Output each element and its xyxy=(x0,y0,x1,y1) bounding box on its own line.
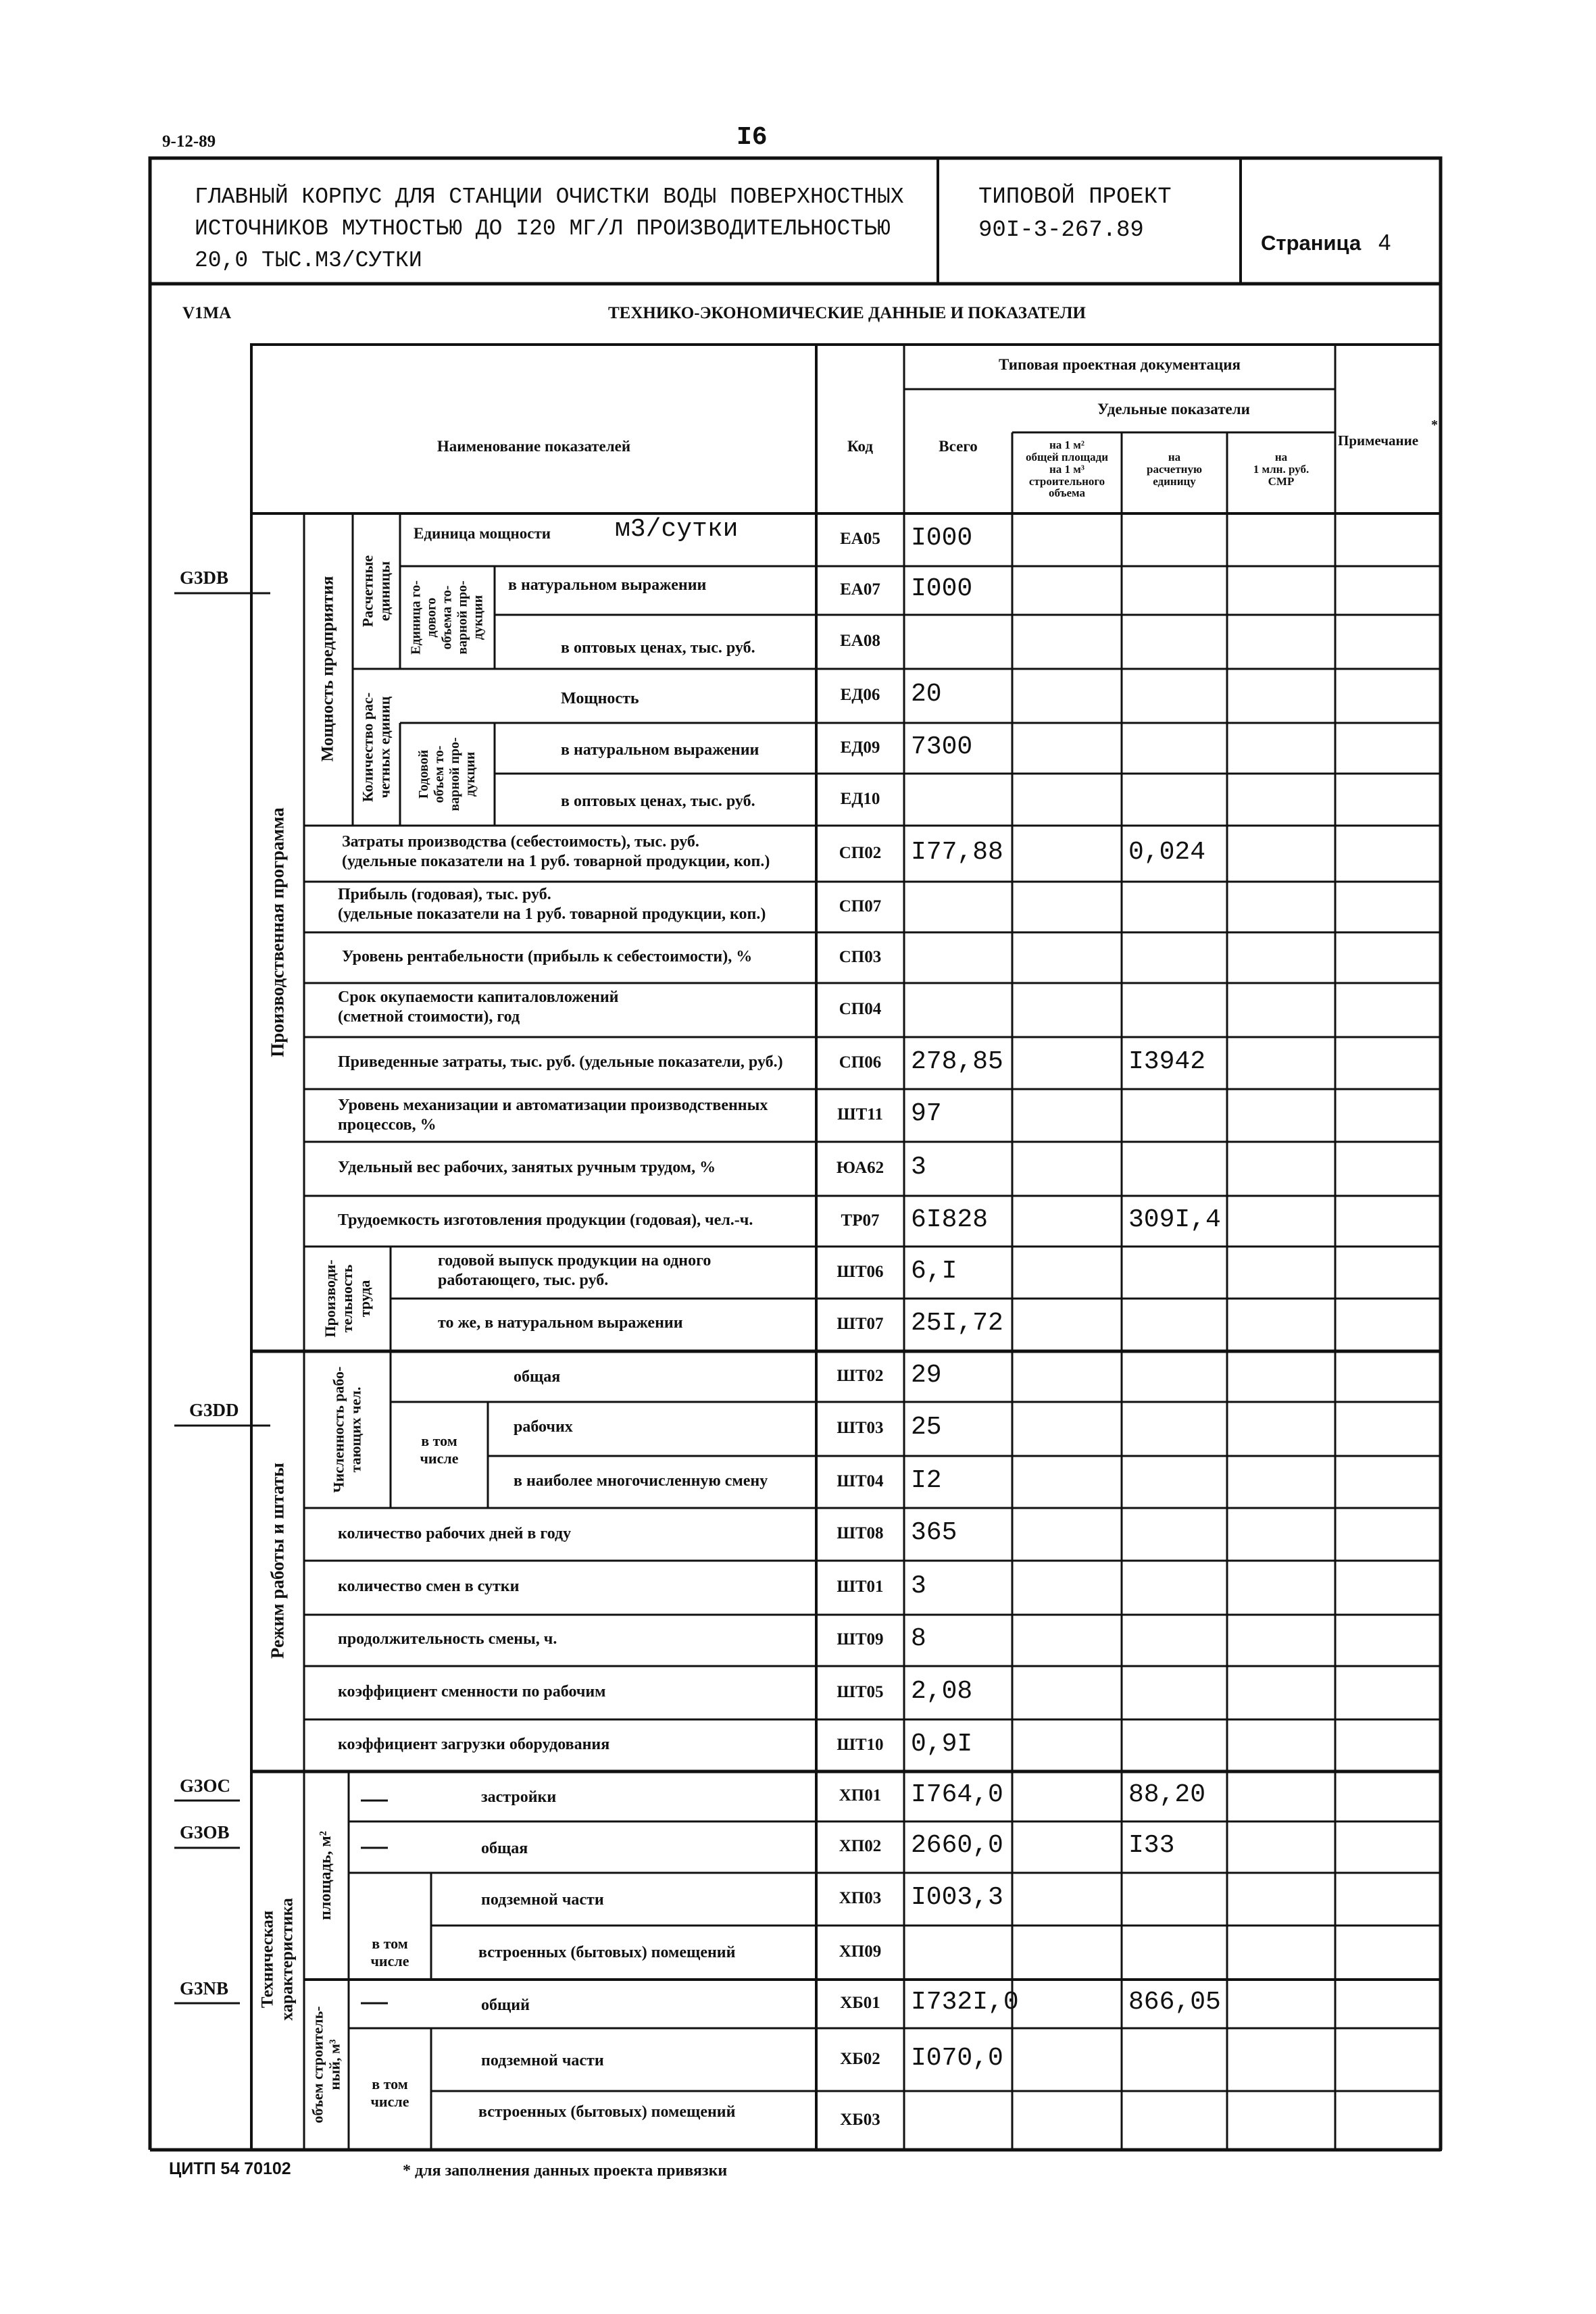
row-code-25: ХП02 xyxy=(839,1837,882,1855)
column-header-per-unit: на расчетную единицу xyxy=(1147,451,1202,488)
row-code-19: ШТ08 xyxy=(837,1524,884,1542)
section-code: V1MA xyxy=(182,304,232,322)
row-total-29: I070,0 xyxy=(911,2043,1003,2073)
row-code-10: СП06 xyxy=(839,1053,882,1072)
vlabel-workforce: Численность рабо- тающих чел. xyxy=(330,1366,364,1493)
vlabel-production-program: Производственная программа xyxy=(267,807,288,1057)
vlabel-product-unit: Единица го- дового объема то- варной про- дукции xyxy=(408,580,486,655)
vlabel-productivity: Производи- тельность труда xyxy=(322,1259,373,1338)
row-per-unit-10: I3942 xyxy=(1128,1047,1206,1076)
vlabel-annual-volume: Годовой объем то- варной про- дукции xyxy=(416,737,478,811)
column-header-note: Примечание xyxy=(1338,432,1419,449)
row-total-26: I003,3 xyxy=(911,1883,1003,1912)
row-label-sp07: Прибыль (годовая), тыс. руб. (удельные показатели на 1 руб. товарной продукции, коп.) xyxy=(338,886,766,923)
sheet-label: Страница xyxy=(1261,231,1362,255)
row-code-12: ЮА62 xyxy=(836,1159,884,1177)
row-label-hb01: общий xyxy=(481,1996,530,2014)
row-label-ea05: Единица мощности xyxy=(414,525,551,542)
row-label-sp03: Уровень рентабельности (прибыль к себестоимости), % xyxy=(342,948,753,965)
row-total-28: I732I,0 xyxy=(911,1988,1019,2017)
title-line-3: 20,0 ТЫС.М3/СУТКИ xyxy=(195,248,422,273)
row-code-29: ХБ02 xyxy=(840,2049,880,2068)
row-per-unit-6: 0,024 xyxy=(1128,837,1206,867)
row-total-4: 7300 xyxy=(911,732,973,761)
group-marker-g3oc: G3OC xyxy=(180,1776,231,1796)
page-number: I6 xyxy=(737,123,768,152)
row-label-sp06: Приведенные затраты, тыс. руб. (удельные показатели, руб.) xyxy=(338,1053,783,1071)
row-label-sht11: Уровень механизации и автоматизации производственных процессов, % xyxy=(338,1097,768,1134)
row-code-15: ШТ07 xyxy=(837,1315,884,1333)
row-code-24: ХП01 xyxy=(839,1786,882,1805)
row-code-5: ЕД10 xyxy=(840,789,880,808)
row-code-2: ЕА08 xyxy=(840,632,880,650)
row-label-sht02: общая xyxy=(514,1368,561,1386)
row-total-23: 0,9I xyxy=(911,1729,973,1759)
group-marker-g3dd: G3DD xyxy=(189,1400,239,1420)
row-label-hp09: встроенных (бытовых) помещений xyxy=(478,1944,736,1961)
row-code-8: СП03 xyxy=(839,947,882,966)
row-label-sp04: Срок окупаемости капиталовложений (сметной стоимости), год xyxy=(338,988,619,1026)
row-total-16: 29 xyxy=(911,1360,942,1390)
row-unit-ea05: м3/сутки xyxy=(615,515,739,544)
row-code-3: ЕД06 xyxy=(840,686,880,704)
row-code-26: ХП03 xyxy=(839,1889,882,1907)
row-label-hp02: общая xyxy=(481,1840,528,1857)
row-code-1: ЕА07 xyxy=(840,580,880,599)
row-code-0: ЕА05 xyxy=(840,530,880,548)
vlabel-calc-units: Расчетные единицы xyxy=(359,555,393,628)
row-total-17: 25 xyxy=(911,1413,942,1442)
title-line-2: ИСТОЧНИКОВ МУТНОСТЬЮ ДО I20 МГ/Л ПРОИЗВОДИТЕЛЬНОСТЬЮ xyxy=(195,216,891,241)
row-code-14: ШТ06 xyxy=(837,1262,884,1281)
row-code-18: ШТ04 xyxy=(837,1472,884,1490)
note-asterisk: * xyxy=(1431,418,1438,432)
row-total-19: 365 xyxy=(911,1518,957,1547)
group-marker-g3ob: G3OB xyxy=(180,1822,230,1842)
row-label-sht05: коэффициент сменности по рабочим xyxy=(338,1683,606,1701)
row-total-18: I2 xyxy=(911,1465,942,1495)
row-label-sht08: количество рабочих дней в году xyxy=(338,1525,572,1542)
vlabel-volume: объем строитель- ный, м³ xyxy=(309,2006,343,2123)
row-per-unit-13: 309I,4 xyxy=(1128,1205,1221,1234)
vlabel-count-units: Количество рас- четных единиц xyxy=(359,692,393,803)
vlabel-tech-char: Техническая характеристика xyxy=(258,1898,296,2021)
row-total-12: 3 xyxy=(911,1153,926,1182)
column-header-per-mln: на 1 млн. руб. СМР xyxy=(1253,451,1310,488)
project-number: 90I-3-267.89 xyxy=(978,218,1144,243)
row-total-11: 97 xyxy=(911,1099,942,1128)
row-per-unit-28: 866,05 xyxy=(1128,1988,1221,2017)
section-title: ТЕХНИКО-ЭКОНОМИЧЕСКИЕ ДАННЫЕ И ПОКАЗАТЕЛИ xyxy=(608,304,1086,322)
column-header-code: Код xyxy=(847,438,873,455)
row-code-23: ШТ10 xyxy=(837,1735,884,1754)
row-code-28: ХБ01 xyxy=(840,1994,880,2012)
row-total-20: 3 xyxy=(911,1571,926,1601)
column-header-name: Наименование показателей xyxy=(437,438,631,455)
row-code-9: СП04 xyxy=(839,1000,882,1018)
sheet-number: 4 xyxy=(1378,230,1391,255)
row-label-ea07: в натуральном выражении xyxy=(508,576,707,594)
footer-stamp: ЦИТП 54 70102 xyxy=(169,2159,291,2178)
row-label-sht06: годовой выпуск продукции на одного работающего, тыс. руб. xyxy=(438,1252,712,1289)
row-label-hb02: подземной части xyxy=(481,2052,604,2069)
document-title xyxy=(195,181,904,276)
row-total-21: 8 xyxy=(911,1624,926,1653)
column-header-total: Всего xyxy=(939,438,978,455)
row-label-tr07: Трудоемкость изготовления продукции (годовая), чел.-ч. xyxy=(338,1211,753,1229)
row-label-sht03: рабочих xyxy=(514,1418,573,1436)
row-label-sht01: количество смен в сутки xyxy=(338,1578,520,1595)
row-total-25: 2660,0 xyxy=(911,1831,1003,1860)
vlabel-work-mode: Режим работы и штаты xyxy=(267,1462,288,1659)
vlabel-capacity: Мощность предприятия xyxy=(318,576,337,762)
row-code-22: ШТ05 xyxy=(837,1682,884,1701)
row-label-sp02: Затраты производства (себестоимость), тыс. руб. (удельные показатели на 1 руб. товарной продукции, коп.) xyxy=(342,833,770,870)
row-code-30: ХБ03 xyxy=(840,2110,880,2129)
row-code-16: ШТ02 xyxy=(837,1366,884,1385)
row-label-sht10: коэффициент загрузки оборудования xyxy=(338,1736,610,1753)
row-label-hp03: подземной части xyxy=(481,1891,604,1909)
row-per-unit-25: I33 xyxy=(1128,1831,1175,1860)
column-header-per-m2: на 1 м² общей площади на 1 м³ строительного объема xyxy=(1025,438,1109,500)
row-total-13: 6I828 xyxy=(911,1205,989,1234)
sublabel-including-workforce: в том числе xyxy=(420,1432,459,1467)
row-total-0: I000 xyxy=(911,524,973,553)
row-total-10: 278,85 xyxy=(911,1047,1003,1076)
project-label: ТИПОВОЙ ПРОЕКТ xyxy=(978,184,1172,210)
title-line-1: ГЛАВНЫЙ КОРПУС ДЛЯ СТАНЦИИ ОЧИСТКИ ВОДЫ ПОВЕРХНОСТНЫХ xyxy=(195,184,904,209)
group-marker-g3db: G3DB xyxy=(180,568,229,588)
row-total-3: 20 xyxy=(911,680,942,709)
row-total-14: 6,I xyxy=(911,1256,957,1286)
row-total-22: 2,08 xyxy=(911,1676,973,1706)
row-code-17: ШТ03 xyxy=(837,1419,884,1437)
row-code-4: ЕД09 xyxy=(840,738,880,757)
row-code-7: СП07 xyxy=(839,897,882,915)
row-code-13: ТР07 xyxy=(841,1211,880,1230)
row-label-sht07: то же, в натуральном выражении xyxy=(438,1314,683,1332)
row-label-ed09: в натуральном выражении xyxy=(561,741,759,759)
sublabel-including-area: в том числе xyxy=(370,1935,409,1970)
row-per-unit-24: 88,20 xyxy=(1128,1780,1206,1809)
row-label-ua62: Удельный вес рабочих, занятых ручным трудом, % xyxy=(338,1159,716,1176)
group-marker-g3nb: G3NB xyxy=(180,1978,229,1998)
vlabel-area: площадь, м² xyxy=(317,1831,335,1920)
date-stamp: 9-12-89 xyxy=(162,132,216,151)
column-header-doc-group: Типовая проектная документация xyxy=(999,356,1241,373)
sublabel-including-volume: в том числе xyxy=(370,2076,409,2111)
row-label-hb03: встроенных (бытовых) помещений xyxy=(478,2103,736,2121)
row-total-15: 25I,72 xyxy=(911,1309,1003,1338)
row-code-6: СП02 xyxy=(839,843,882,862)
row-label-ed06: Мощность xyxy=(561,690,639,707)
row-total-6: I77,88 xyxy=(911,837,1003,867)
row-label-sht04: в наиболее многочисленную смену xyxy=(514,1472,768,1490)
row-label-ed10: в оптовых ценах, тыс. руб. xyxy=(561,793,755,810)
row-label-ea08: в оптовых ценах, тыс. руб. xyxy=(561,639,755,657)
row-label-hp01: застройки xyxy=(481,1788,557,1806)
row-total-1: I000 xyxy=(911,574,973,603)
row-code-20: ШТ01 xyxy=(837,1578,884,1596)
footer-note: * для заполнения данных проекта привязки xyxy=(403,2162,728,2180)
row-code-21: ШТ09 xyxy=(837,1630,884,1649)
row-label-sht09: продолжительность смены, ч. xyxy=(338,1630,557,1648)
row-code-27: ХП09 xyxy=(839,1942,882,1961)
project-block xyxy=(978,181,1172,247)
row-total-24: I764,0 xyxy=(911,1780,1003,1809)
column-header-specific: Удельные показатели xyxy=(1097,401,1250,418)
row-code-11: ШТ11 xyxy=(837,1105,883,1124)
